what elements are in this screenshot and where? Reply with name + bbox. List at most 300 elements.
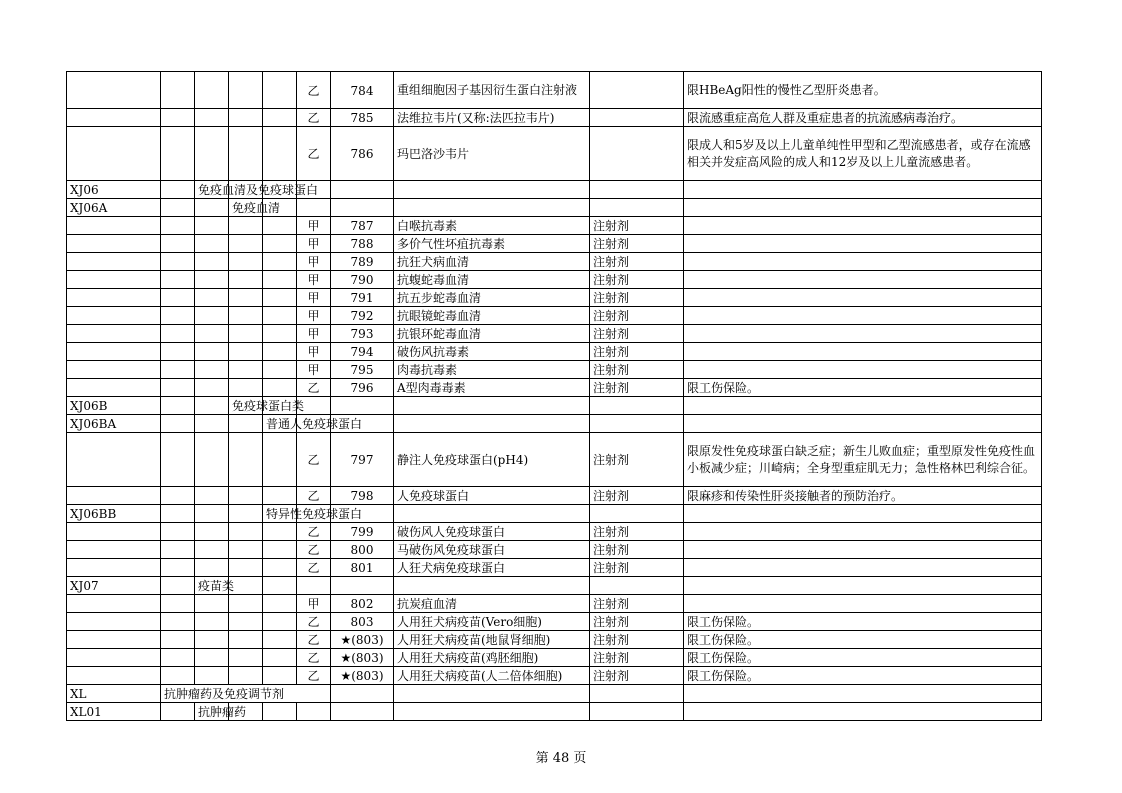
dosage-form-cell: 注射剂 [590,289,684,307]
code-cell [67,235,161,253]
remark-cell [684,559,1042,577]
table-row [67,523,1042,541]
level0-cell [161,109,195,127]
dosage-form-cell: 注射剂 [590,361,684,379]
dosage-form-cell [590,109,684,127]
code-cell [67,559,161,577]
drug-name-cell: 抗蝮蛇毒血清 [394,271,590,289]
table-row [67,595,1042,613]
level3-cell [263,235,297,253]
level1-cell [195,235,229,253]
number-cell: 797 [331,433,394,487]
level1-cell [195,361,229,379]
level0-cell [161,667,195,685]
level1-cell [195,199,229,217]
table-row [67,127,1042,181]
grade-cell: 乙 [297,487,331,505]
code-cell [67,307,161,325]
number-cell: 795 [331,361,394,379]
drug-name-cell: 抗银环蛇毒血清 [394,325,590,343]
code-cell [67,487,161,505]
level0-cell [161,415,195,433]
drug-name-cell: 静注人免疫球蛋白(pH4) [394,433,590,487]
dosage-form-cell: 注射剂 [590,235,684,253]
code-cell [67,361,161,379]
level2-cell [229,433,263,487]
level0-cell [161,181,195,199]
level0-cell [161,217,195,235]
level0-cell [161,613,195,631]
level1-cell [195,72,229,109]
level0-cell [161,559,195,577]
dosage-form-cell: 注射剂 [590,631,684,649]
remark-cell: 限麻疹和传染性肝炎接触者的预防治疗。 [684,487,1042,505]
code-cell [67,217,161,235]
level1-cell [195,433,229,487]
table-row [67,235,1042,253]
grade-cell: 乙 [297,523,331,541]
level0-cell [161,631,195,649]
level3-cell [263,541,297,559]
code-cell [67,271,161,289]
code-cell [67,523,161,541]
code-cell [67,667,161,685]
drug-name-cell: 白喉抗毒素 [394,217,590,235]
level1-cell [195,415,229,433]
level0-cell [161,649,195,667]
level2-cell [229,415,263,433]
level2-cell [229,307,263,325]
remark-cell [684,217,1042,235]
drug-name-cell: 人用狂犬病疫苗(地鼠肾细胞) [394,631,590,649]
number-cell: 786 [331,127,394,181]
dosage-form-cell: 注射剂 [590,541,684,559]
level1-cell [195,595,229,613]
remark-cell: 限原发性免疫球蛋白缺乏症；新生儿败血症；重型原发性免疫性血小板减少症；川崎病；全身型重症肌无力；急性格林巴利综合征。 [684,433,1042,487]
table-row [67,631,1042,649]
dosage-form-cell: 注射剂 [590,253,684,271]
level0-cell [161,343,195,361]
drug-name-cell [394,577,590,595]
number-cell: 800 [331,541,394,559]
level3-cell [263,433,297,487]
dosage-form-cell [590,72,684,109]
code-cell [67,649,161,667]
code-cell: XJ06A [67,199,161,217]
level0-cell [161,361,195,379]
dosage-form-cell: 注射剂 [590,487,684,505]
level0-cell [161,307,195,325]
remark-cell [684,361,1042,379]
drug-name-cell: 人狂犬病免疫球蛋白 [394,559,590,577]
code-cell: XL01 [67,703,161,721]
remark-cell [684,541,1042,559]
code-cell: XL [67,685,161,703]
dosage-form-cell [590,415,684,433]
number-cell: 790 [331,271,394,289]
level2-cell [229,487,263,505]
level0-cell [161,199,195,217]
level1-cell [195,307,229,325]
level2-cell: 免疫血清 [229,199,263,217]
remark-cell [684,181,1042,199]
level0-cell [161,433,195,487]
table-row [67,667,1042,685]
drug-name-cell [394,181,590,199]
table-row [67,253,1042,271]
level0-cell [161,523,195,541]
level0-cell [161,577,195,595]
grade-cell [297,199,331,217]
level3-cell [263,109,297,127]
code-cell [67,379,161,397]
drug-name-cell [394,685,590,703]
remark-cell [684,271,1042,289]
level3-cell [263,72,297,109]
grade-cell: 甲 [297,343,331,361]
level0-cell [161,325,195,343]
code-cell: XJ06BB [67,505,161,523]
level2-cell [229,289,263,307]
level3-cell [263,361,297,379]
level2-cell [229,109,263,127]
remark-cell [684,415,1042,433]
remark-cell [684,397,1042,415]
number-cell: 791 [331,289,394,307]
level2-cell [229,271,263,289]
level0-cell [161,487,195,505]
table-row [67,397,1042,415]
code-cell [67,325,161,343]
grade-cell: 甲 [297,325,331,343]
drug-name-cell: 人用狂犬病疫苗(Vero细胞) [394,613,590,631]
level1-cell [195,325,229,343]
grade-cell [297,703,331,721]
code-cell [67,127,161,181]
code-cell: XJ06 [67,181,161,199]
drug-name-cell [394,703,590,721]
level2-cell [229,72,263,109]
level3-cell: 特异性免疫球蛋白 [263,505,297,523]
level3-cell [263,613,297,631]
dosage-form-cell: 注射剂 [590,307,684,325]
grade-cell: 甲 [297,271,331,289]
remark-cell [684,235,1042,253]
level3-cell [263,703,297,721]
drug-name-cell: 马破伤风免疫球蛋白 [394,541,590,559]
level3-cell [263,253,297,271]
number-cell: 798 [331,487,394,505]
drug-name-cell: 重组细胞因子基因衍生蛋白注射液 [394,72,590,109]
level0-cell [161,379,195,397]
level1-cell [195,667,229,685]
remark-cell: 限工伤保险。 [684,667,1042,685]
number-cell: 793 [331,325,394,343]
level2-cell [229,631,263,649]
table-row [67,379,1042,397]
number-cell: 794 [331,343,394,361]
level1-cell: 免疫血清及免疫球蛋白 [195,181,229,199]
level2-cell [229,217,263,235]
level1-cell [195,271,229,289]
level3-cell [263,217,297,235]
remark-cell [684,595,1042,613]
table-row [67,559,1042,577]
level2-cell [229,343,263,361]
level1-cell [195,613,229,631]
number-cell: 792 [331,307,394,325]
number-cell: 799 [331,523,394,541]
level0-cell [161,397,195,415]
dosage-form-cell: 注射剂 [590,433,684,487]
drug-name-cell: 破伤风人免疫球蛋白 [394,523,590,541]
dosage-form-cell: 注射剂 [590,595,684,613]
remark-cell: 限工伤保险。 [684,379,1042,397]
level0-cell [161,541,195,559]
number-cell: ★(803) [331,667,394,685]
table-row [67,109,1042,127]
level1-cell [195,559,229,577]
number-cell: 789 [331,253,394,271]
drug-name-cell: 玛巴洛沙韦片 [394,127,590,181]
table-row [67,649,1042,667]
drug-name-cell: 抗炭疽血清 [394,595,590,613]
category-cell: 抗肿瘤药及免疫调节剂 [161,685,331,703]
table-row [67,433,1042,487]
level2-cell [229,523,263,541]
grade-cell: 乙 [297,109,331,127]
level2-cell [229,559,263,577]
level2-cell [229,595,263,613]
level0-cell [161,271,195,289]
code-cell [67,433,161,487]
number-cell [331,577,394,595]
grade-cell: 甲 [297,307,331,325]
grade-cell: 乙 [297,559,331,577]
dosage-form-cell [590,703,684,721]
code-cell [67,631,161,649]
dosage-form-cell [590,397,684,415]
table-row [67,703,1042,721]
grade-cell: 甲 [297,253,331,271]
remark-cell [684,325,1042,343]
level1-cell [195,253,229,271]
remark-cell [684,685,1042,703]
remark-cell: 限成人和5岁及以上儿童单纯性甲型和乙型流感患者，或存在流感相关并发症高风险的成人和12岁及以上儿童流感患者。 [684,127,1042,181]
level1-cell: 疫苗类 [195,577,229,595]
table-row [67,72,1042,109]
drug-name-cell [394,397,590,415]
level3-cell [263,487,297,505]
level2-cell [229,235,263,253]
level1-cell: 抗肿瘤药 [195,703,229,721]
grade-cell: 甲 [297,595,331,613]
drug-name-cell: 人免疫球蛋白 [394,487,590,505]
number-cell [331,199,394,217]
level3-cell [263,577,297,595]
table-row [67,325,1042,343]
table-row [67,415,1042,433]
code-cell [67,595,161,613]
table-row [67,271,1042,289]
table-row [67,613,1042,631]
level3-cell [263,559,297,577]
table-row [67,289,1042,307]
number-cell: 787 [331,217,394,235]
number-cell [331,685,394,703]
number-cell: 788 [331,235,394,253]
table-row [67,685,1042,703]
drug-name-cell: A型肉毒毒素 [394,379,590,397]
drug-catalog-table [66,71,1042,721]
table-row [67,199,1042,217]
level1-cell [195,487,229,505]
table-row [67,307,1042,325]
number-cell [331,181,394,199]
drug-name-cell: 人用狂犬病疫苗(人二倍体细胞) [394,667,590,685]
level3-cell [263,631,297,649]
drug-name-cell: 抗五步蛇毒血清 [394,289,590,307]
grade-cell: 乙 [297,541,331,559]
dosage-form-cell [590,199,684,217]
code-cell [67,72,161,109]
number-cell: 801 [331,559,394,577]
drug-name-cell: 肉毒抗毒素 [394,361,590,379]
grade-cell: 甲 [297,235,331,253]
level1-cell [195,649,229,667]
table-row [67,487,1042,505]
drug-name-cell: 人用狂犬病疫苗(鸡胚细胞) [394,649,590,667]
number-cell: 803 [331,613,394,631]
remark-cell [684,307,1042,325]
level1-cell [195,127,229,181]
code-cell [67,613,161,631]
dosage-form-cell: 注射剂 [590,379,684,397]
remark-cell [684,703,1042,721]
dosage-form-cell [590,505,684,523]
number-cell [331,397,394,415]
dosage-form-cell: 注射剂 [590,649,684,667]
drug-name-cell: 法维拉韦片(又称:法匹拉韦片) [394,109,590,127]
level1-cell [195,289,229,307]
dosage-form-cell: 注射剂 [590,271,684,289]
level3-cell [263,325,297,343]
dosage-form-cell: 注射剂 [590,613,684,631]
level0-cell [161,289,195,307]
level0-cell [161,253,195,271]
remark-cell [684,289,1042,307]
number-cell: 785 [331,109,394,127]
number-cell: ★(803) [331,631,394,649]
level3-cell [263,595,297,613]
level0-cell [161,235,195,253]
dosage-form-cell [590,181,684,199]
level0-cell [161,703,195,721]
table-row [67,343,1042,361]
grade-cell: 乙 [297,667,331,685]
drug-name-cell [394,505,590,523]
level0-cell [161,72,195,109]
drug-name-cell: 抗狂犬病血清 [394,253,590,271]
grade-cell: 乙 [297,433,331,487]
level2-cell [229,361,263,379]
drug-name-cell: 多价气性坏疽抗毒素 [394,235,590,253]
code-cell: XJ06BA [67,415,161,433]
page-footer: 第 48 页 [535,751,587,766]
level1-cell [195,397,229,415]
number-cell: ★(803) [331,649,394,667]
level3-cell: 普通人免疫球蛋白 [263,415,297,433]
grade-cell: 甲 [297,289,331,307]
drug-name-cell: 破伤风抗毒素 [394,343,590,361]
code-cell [67,253,161,271]
level3-cell [263,343,297,361]
level0-cell [161,505,195,523]
level3-cell [263,127,297,181]
remark-cell [684,253,1042,271]
level2-cell [229,649,263,667]
grade-cell: 乙 [297,379,331,397]
level2-cell: 免疫球蛋白类 [229,397,263,415]
code-cell: XJ06B [67,397,161,415]
remark-cell: 限HBeAg阳性的慢性乙型肝炎患者。 [684,72,1042,109]
dosage-form-cell [590,577,684,595]
grade-cell: 乙 [297,649,331,667]
number-cell [331,703,394,721]
level0-cell [161,127,195,181]
grade-cell: 乙 [297,631,331,649]
number-cell: 802 [331,595,394,613]
dosage-form-cell: 注射剂 [590,343,684,361]
number-cell: 796 [331,379,394,397]
level2-cell [229,253,263,271]
code-cell [67,289,161,307]
level1-cell [195,217,229,235]
level3-cell [263,649,297,667]
level2-cell [229,505,263,523]
level0-cell [161,595,195,613]
remark-cell: 限流感重症高危人群及重症患者的抗流感病毒治疗。 [684,109,1042,127]
table-row [67,361,1042,379]
grade-cell: 乙 [297,72,331,109]
remark-cell: 限工伤保险。 [684,613,1042,631]
level1-cell [195,631,229,649]
level2-cell [229,541,263,559]
level1-cell [195,541,229,559]
table-row [67,181,1042,199]
level3-cell [263,307,297,325]
table-row [67,217,1042,235]
table-row [67,541,1042,559]
dosage-form-cell: 注射剂 [590,667,684,685]
grade-cell [297,577,331,595]
table-row [67,577,1042,595]
level2-cell [229,379,263,397]
level2-cell [229,613,263,631]
remark-cell: 限工伤保险。 [684,631,1042,649]
level1-cell [195,109,229,127]
table-row [67,505,1042,523]
remark-cell [684,577,1042,595]
dosage-form-cell: 注射剂 [590,217,684,235]
level1-cell [195,523,229,541]
level2-cell [229,325,263,343]
level2-cell [229,127,263,181]
dosage-form-cell [590,127,684,181]
number-cell: 784 [331,72,394,109]
drug-name-cell: 抗眼镜蛇毒血清 [394,307,590,325]
remark-cell [684,199,1042,217]
